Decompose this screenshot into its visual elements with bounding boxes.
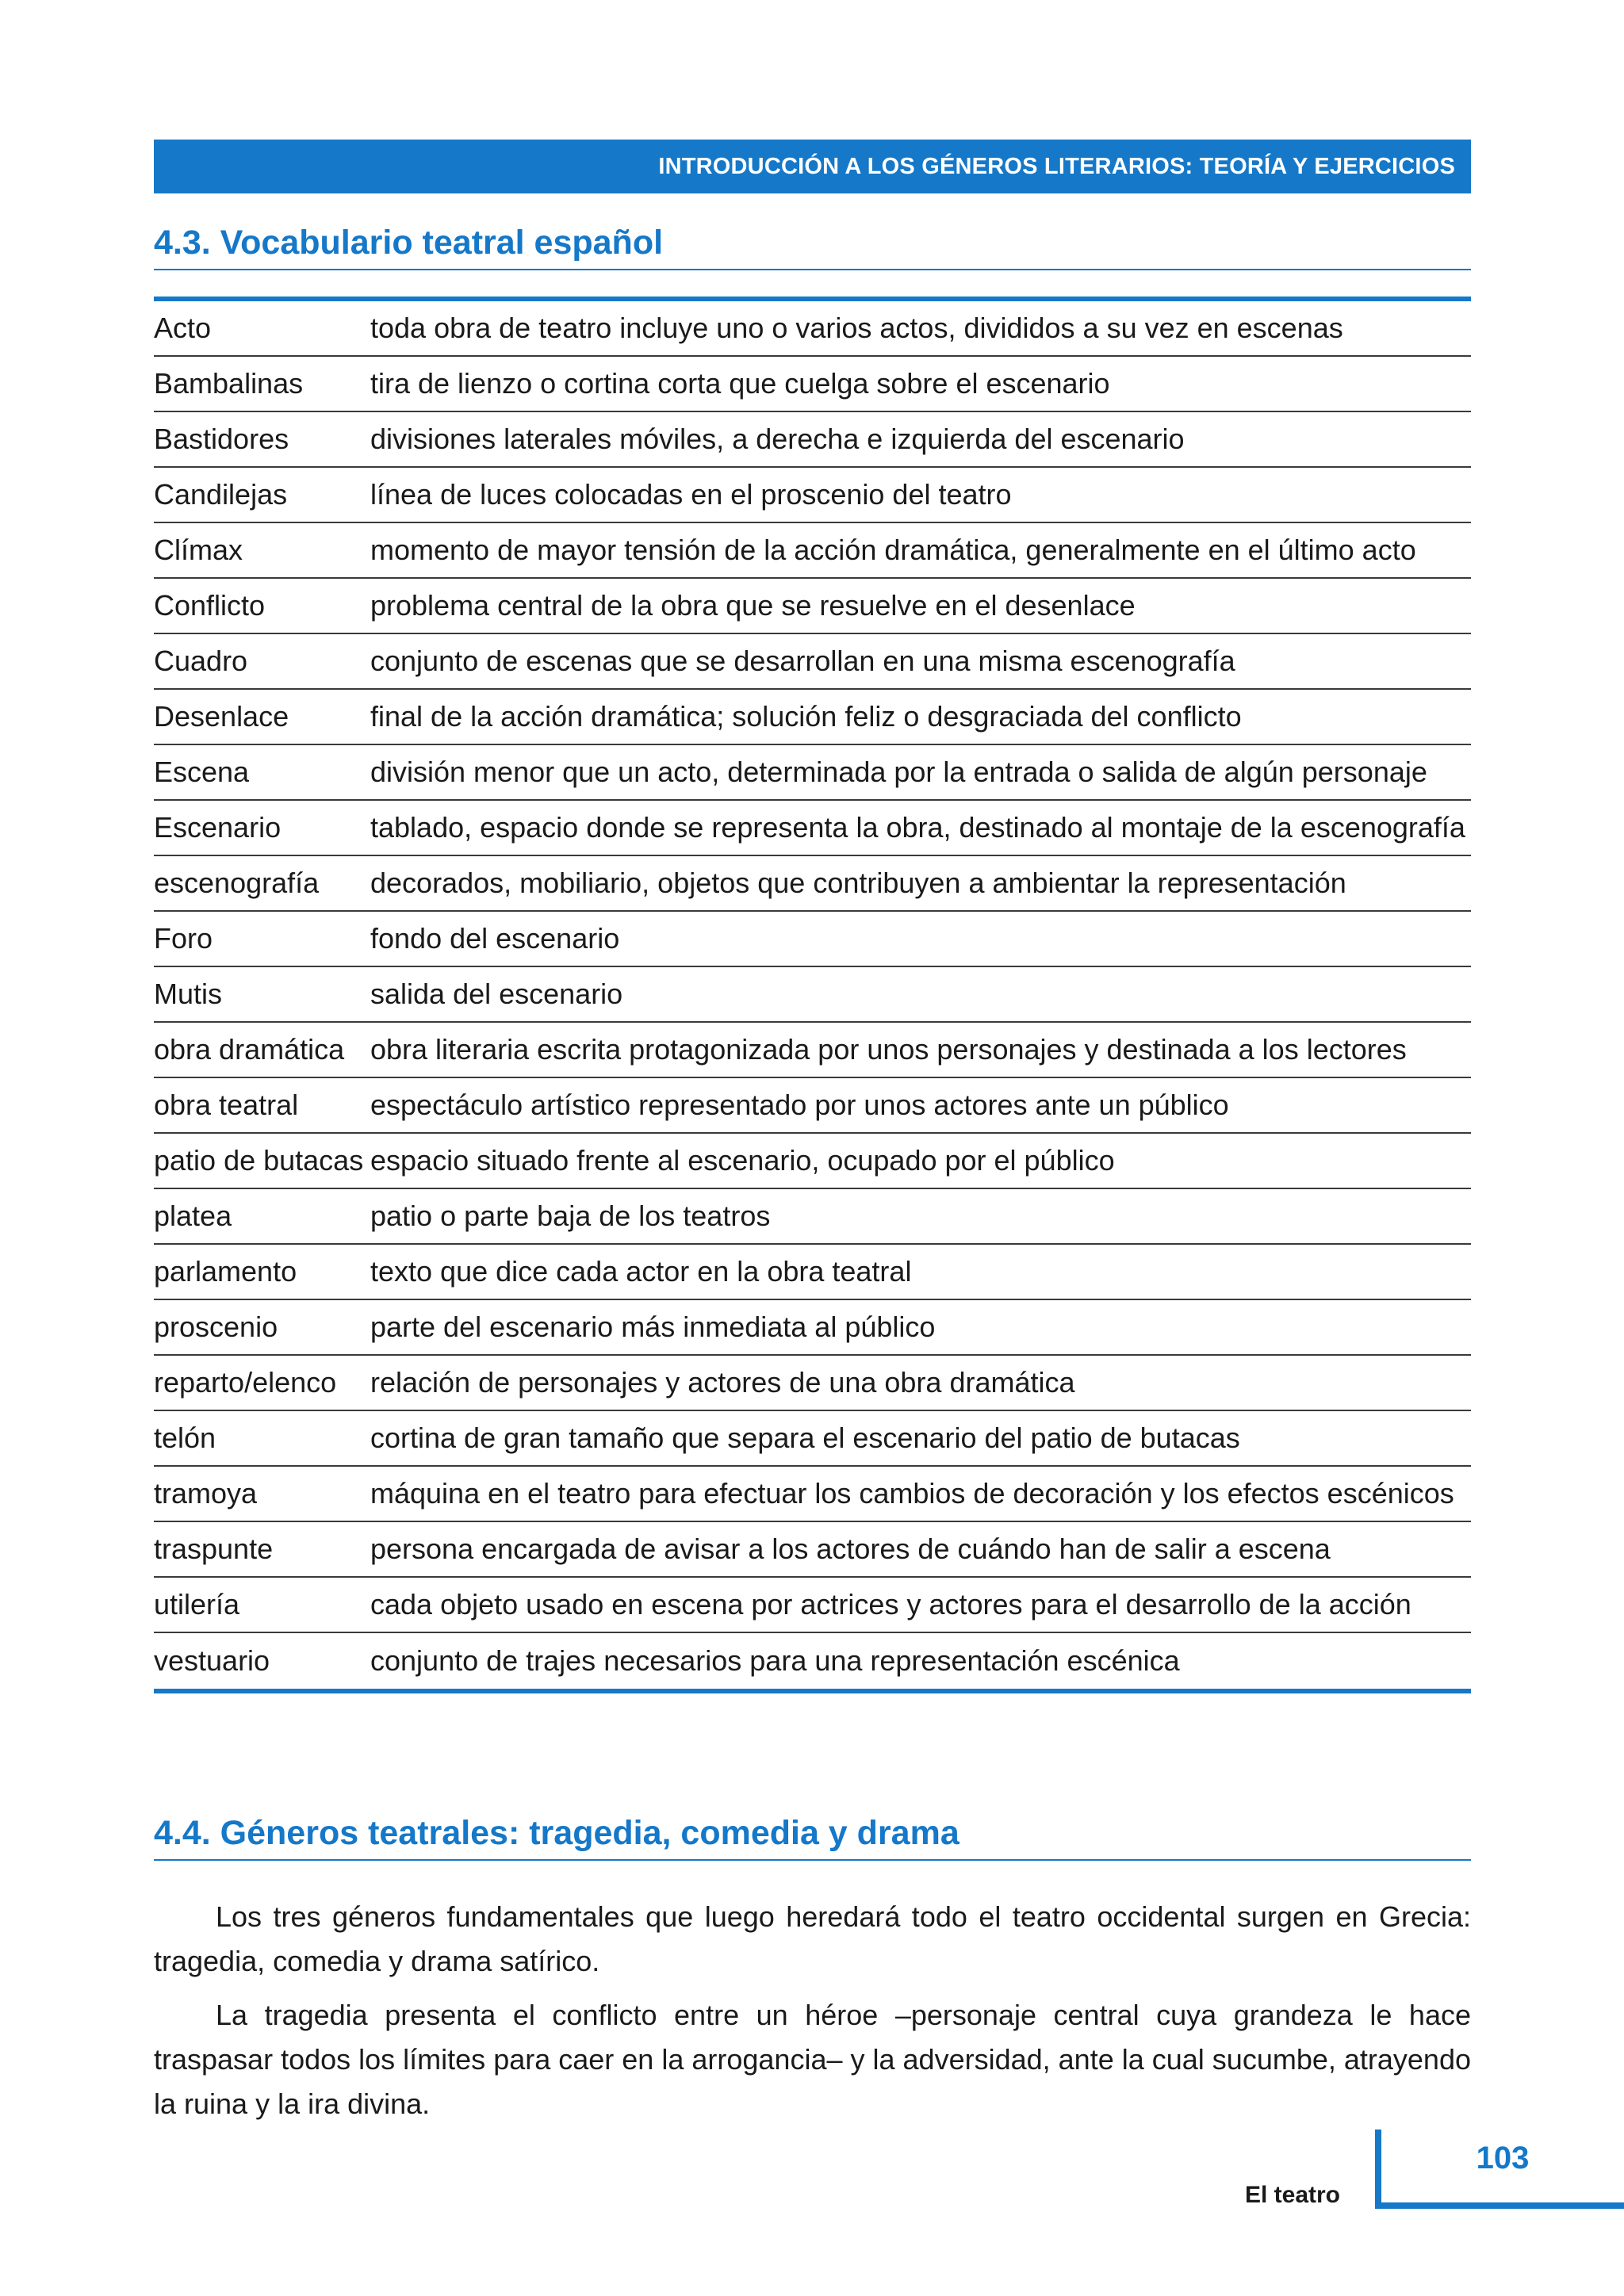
term-cell: parlamento xyxy=(154,1255,297,1288)
term-cell: Escena xyxy=(154,756,250,788)
table-row xyxy=(154,1023,1471,1078)
term-cell: Bambalinas xyxy=(154,367,304,400)
definition-cell: persona encargada de avisar a los actores de cuándo han de salir a escena xyxy=(370,1533,1331,1565)
term-cell: proscenio xyxy=(154,1311,278,1343)
table-row xyxy=(154,690,1471,745)
table-row xyxy=(154,301,1471,357)
table-row xyxy=(154,856,1471,912)
table-row xyxy=(154,1189,1471,1245)
paragraph xyxy=(154,1993,1471,2126)
definition-cell: espectáculo artístico representado por unos actores ante un público xyxy=(370,1089,1229,1121)
definition-cell: divisiones laterales móviles, a derecha e izquierda del escenario xyxy=(370,423,1185,455)
table-row xyxy=(154,1300,1471,1356)
footer-corner-rule-horizontal xyxy=(1375,2202,1624,2209)
term-cell: platea xyxy=(154,1200,232,1232)
vocabulary-table xyxy=(154,297,1471,1693)
definition-cell: relación de personajes y actores de una obra dramática xyxy=(370,1366,1075,1399)
term-cell: Cuadro xyxy=(154,645,248,677)
page-number: 103 xyxy=(1476,2141,1530,2175)
term-cell: Foro xyxy=(154,922,213,955)
term-cell: patio de butacas xyxy=(154,1144,364,1177)
definition-cell: conjunto de trajes necesarios para una representación escénica xyxy=(370,1644,1180,1677)
definition-cell: cada objeto usado en escena por actrices y actores para el desarrollo de la acción xyxy=(370,1588,1411,1621)
table-row xyxy=(154,523,1471,579)
table-row xyxy=(154,579,1471,634)
definition-cell: cortina de gran tamaño que separa el escenario del patio de butacas xyxy=(370,1422,1240,1454)
term-cell: obra dramática xyxy=(154,1033,345,1066)
definition-cell: conjunto de escenas que se desarrollan en una misma escenografía xyxy=(370,645,1235,677)
table-row xyxy=(154,357,1471,412)
definition-cell: patio o parte baja de los teatros xyxy=(370,1200,771,1232)
term-cell: tramoya xyxy=(154,1477,258,1510)
definition-cell: línea de luces colocadas en el proscenio del teatro xyxy=(370,478,1012,511)
definition-cell: problema central de la obra que se resuelve en el desenlace xyxy=(370,589,1136,622)
definition-cell: momento de mayor tensión de la acción dramática, generalmente en el último acto xyxy=(370,534,1416,566)
term-cell: telón xyxy=(154,1422,216,1454)
table-row xyxy=(154,801,1471,856)
term-cell: Candilejas xyxy=(154,478,288,511)
definition-cell: obra literaria escrita protagonizada por unos personajes y destinada a los lectores xyxy=(370,1033,1407,1066)
table-row xyxy=(154,967,1471,1023)
table-row xyxy=(154,1633,1471,1689)
table-row xyxy=(154,1411,1471,1467)
definition-cell: división menor que un acto, determinada por la entrada o salida de algún personaje xyxy=(370,756,1427,788)
table-row xyxy=(154,412,1471,468)
definition-cell: máquina en el teatro para efectuar los cambios de decoración y los efectos escénicos xyxy=(370,1477,1454,1510)
table-row xyxy=(154,468,1471,523)
term-cell: Acto xyxy=(154,312,212,344)
table-row xyxy=(154,1245,1471,1300)
term-cell: Escenario xyxy=(154,811,282,844)
running-header xyxy=(154,140,1471,193)
paragraph-text: La tragedia presenta el conflicto entre un héroe –personaje central cuya grandeza le hace traspasar todos los límites para caer en la arrogancia– y la adversidad, ante la cual sucumbe, atrayendo la ruina y la ira divina. xyxy=(154,1999,1471,2120)
term-cell: escenografía xyxy=(154,867,320,899)
table-row xyxy=(154,1467,1471,1522)
table-row xyxy=(154,1134,1471,1189)
definition-cell: final de la acción dramática; solución feliz o desgraciada del conflicto xyxy=(370,700,1242,733)
term-cell: Mutis xyxy=(154,978,223,1010)
term-cell: reparto/elenco xyxy=(154,1366,337,1399)
term-cell: traspunte xyxy=(154,1533,274,1565)
table-row xyxy=(154,745,1471,801)
definition-cell: texto que dice cada actor en la obra teatral xyxy=(370,1255,912,1288)
definition-cell: tablado, espacio donde se representa la obra, destinado al montaje de la escenografía xyxy=(370,811,1465,844)
term-cell: vestuario xyxy=(154,1644,270,1677)
definition-cell: espacio situado frente al escenario, ocupado por el público xyxy=(370,1144,1115,1177)
term-cell: Conflicto xyxy=(154,589,266,622)
running-header-title: INTRODUCCIÓN A LOS GÉNEROS LITERARIOS: TEORÍA Y EJERCICIOS xyxy=(658,153,1455,179)
definition-cell: decorados, mobiliario, objetos que contribuyen a ambientar la representación xyxy=(370,867,1346,899)
table-row xyxy=(154,912,1471,967)
definition-cell: tira de lienzo o cortina corta que cuelga sobre el escenario xyxy=(370,367,1110,400)
section-title-generos: 4.4. Géneros teatrales: tragedia, comedia y drama xyxy=(154,1814,1471,1861)
footer-corner-rule-vertical xyxy=(1375,2130,1381,2209)
definition-cell: fondo del escenario xyxy=(370,922,620,955)
term-cell: Clímax xyxy=(154,534,243,566)
table-row xyxy=(154,1078,1471,1134)
definition-cell: parte del escenario más inmediata al público xyxy=(370,1311,936,1343)
term-cell: utilería xyxy=(154,1588,240,1621)
table-row xyxy=(154,1356,1471,1411)
table-row xyxy=(154,634,1471,690)
definition-cell: toda obra de teatro incluye uno o varios actos, divididos a su vez en escenas xyxy=(370,312,1343,344)
section-title-vocabulario: 4.3. Vocabulario teatral español xyxy=(154,224,1471,270)
paragraph xyxy=(154,1895,1471,1984)
definition-cell: salida del escenario xyxy=(370,978,623,1010)
term-cell: Desenlace xyxy=(154,700,289,733)
term-cell: obra teatral xyxy=(154,1089,299,1121)
paragraph-text: Los tres géneros fundamentales que luego heredará todo el teatro occidental surgen en Grecia: tragedia, comedia y drama satírico. xyxy=(154,1900,1471,1977)
table-row xyxy=(154,1578,1471,1633)
table-row xyxy=(154,1522,1471,1578)
chapter-label: El teatro xyxy=(1244,2182,1340,2208)
term-cell: Bastidores xyxy=(154,423,289,455)
